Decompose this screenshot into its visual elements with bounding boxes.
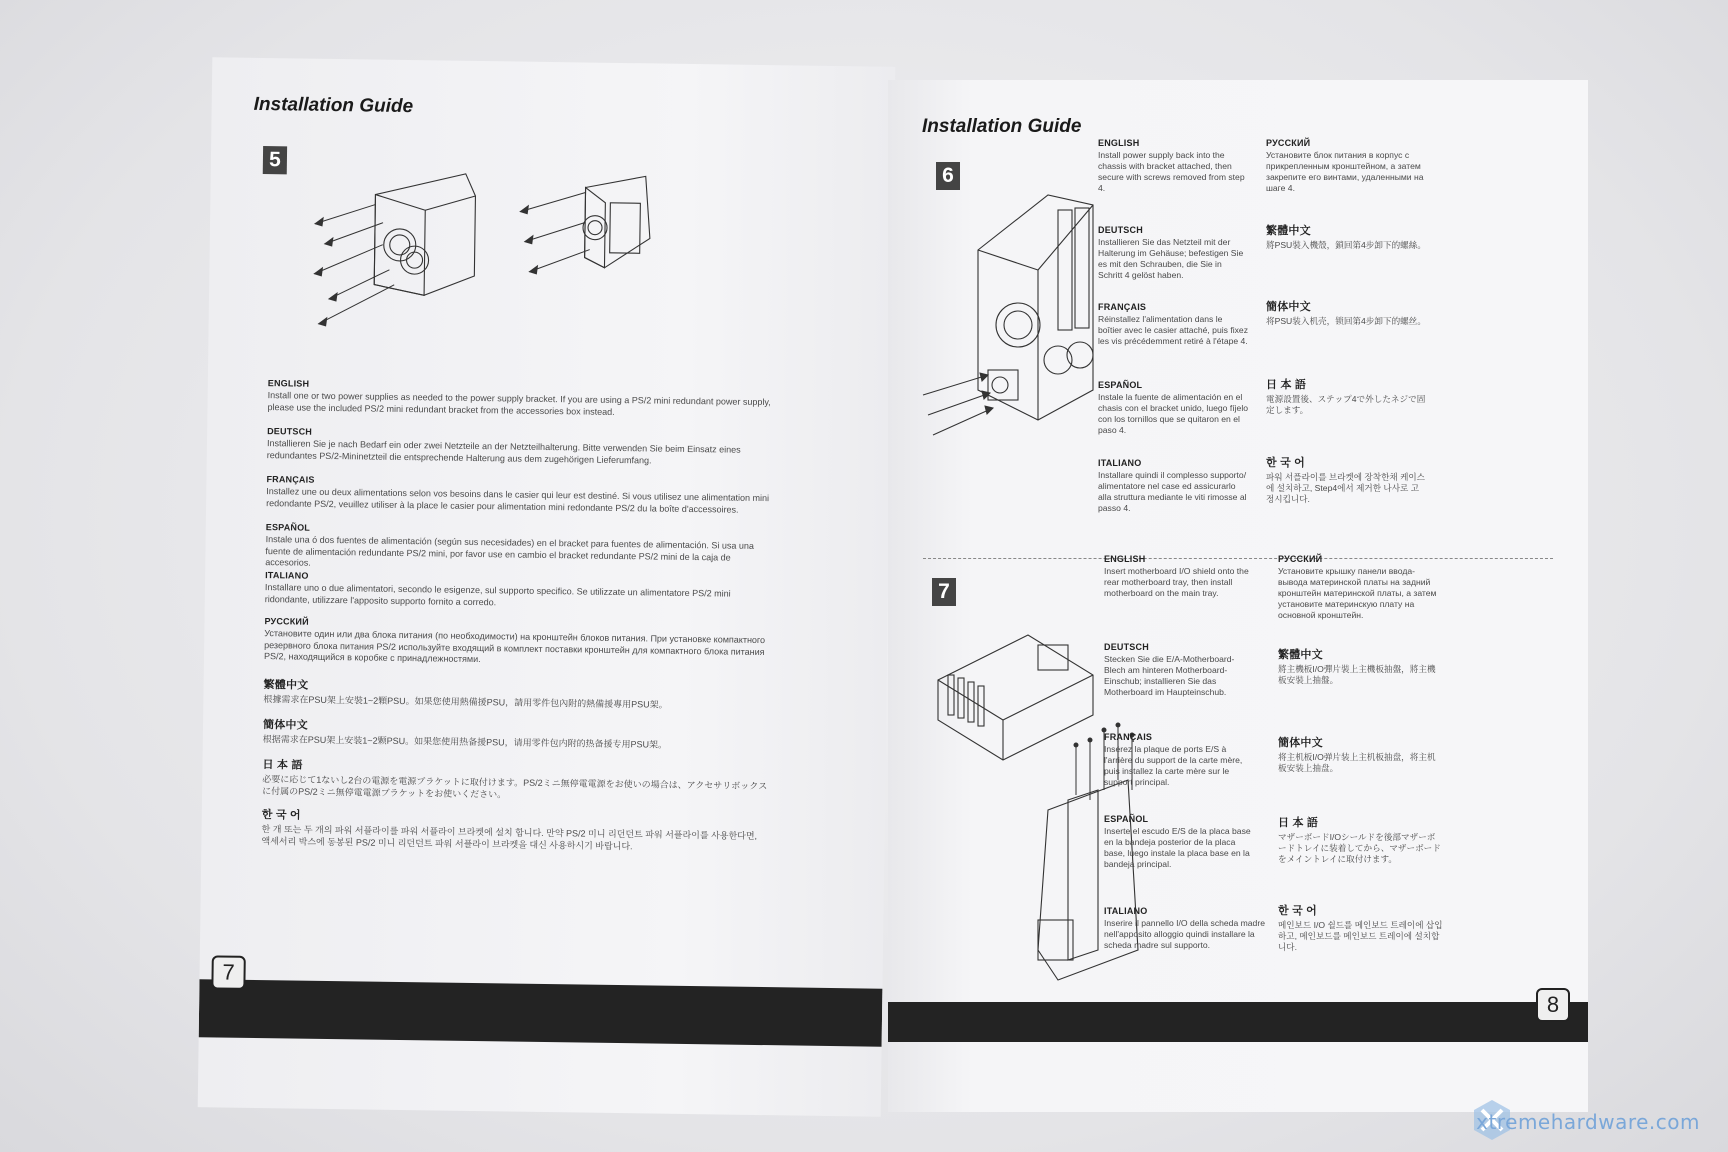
lang-section-russian: РУССКИЙ Установите один или два блока питания (по необходимости) на кронштейн блоков питания. При установке компактного резервного блока питания PS/2 используйте входящий в комплект поставки кронштейн для компактного блока питания PS/2, находящийся в коробке с принадлежностями. (263, 616, 766, 665)
step7-lang-traditional-chinese: 繁體中文 將主機板I/O彈片裝上主機板抽盤，將主機板安裝上抽盤。 (1278, 649, 1436, 685)
step-badge: 5 (263, 146, 287, 174)
lang-section-francais: FRANÇAIS Installez une ou deux alimentations selon vos besoins dans le casier qui leur est destiné. Si vous utilisez une alimentation mini redondante PS/2, veuillez utiliser à la place le casier pour alimentation mini redondante PS/2 du la boîte d'accessoires. (266, 474, 770, 515)
step7-lang-simplified-chinese: 簡体中文 将主机板I/O弹片装上主机板抽盘，将主机板安装上抽盘。 (1278, 737, 1436, 773)
page-number: 7 (211, 955, 245, 989)
lang-section-espanol: ESPAÑOL Instale una ó dos fuentes de alimentación (según sus necesidades) en el bracket para fuentes de alimentación. Si usa una fuente de alimentación redundante PS/2 mini, por favor use en cambio el bracket redundante PS/2 mini de la caja de accesorios. (265, 522, 754, 568)
lang-section-korean: 한 국 어 한 개 또는 두 개의 파워 서플라이를 파워 서플라이 브라켓에 설치 합니다. 만약 PS/2 미니 리던던트 파워 서플라이를 사용한다면, 액세서리 박스에 동봉된 PS/2 미니 리던던트 파워 서플라이 브라켓을 대신 사용하시기 바랍니다. (261, 809, 758, 851)
step7-lang-italiano: ITALIANO Inserire il pannello I/O della scheda madre nell'apposito alloggio quindi installare la scheda madre sul supporto. (1104, 906, 1265, 950)
step6-lang-korean: 한 국 어 파워 서플라이를 브라켓에 장착한채 케이스에 설치하고, Step4에서 제거한 나사로 고정시킵니다. (1266, 457, 1425, 504)
step6-lang-espanol: ESPAÑOL Instale la fuente de alimentación en el chasis con el bracket unido, luego fíjelo con los tornillos que se quitaron en el paso 4. (1098, 380, 1249, 435)
step6-lang-italiano: ITALIANO Installare quindi il complesso supporto/ alimentatore nel case ed assicurarlo alla struttura mediante le viti rimosse al passo 4. (1098, 458, 1247, 513)
watermark-text: xtremehardware.com (1476, 1110, 1700, 1134)
chassis-psu-illustration (918, 190, 1108, 440)
step6-lang-traditional-chinese: 繁體中文 將PSU裝入機殼，鎖回第4步卸下的螺絲。 (1266, 225, 1426, 250)
page-title: Installation Guide (922, 116, 1082, 137)
footer-band (888, 1002, 1588, 1042)
lang-section-traditional-chinese: 繁體中文 根據需求在PSU架上安裝1~2顆PSU。如果您使用熱備援PSU，請用零件包內附的熱備援專用PSU架。 (263, 679, 668, 710)
footer-band (199, 979, 883, 1047)
step7-lang-espanol: ESPAÑOL Inserte el escudo E/S de la placa base en la bandeja posterior de la placa base, luego instale la placa base en la bandeja principal. (1104, 814, 1251, 869)
lang-section-japanese: 日 本 語 必要に応じて1ないし2台の電源を電源ブラケットに取付けます。PS/2ミニ無停電電源をお使いの場合は、アクセサリボックスに付属のPS/2ミニ無停電電源ブラケットをお使いください。 (262, 759, 768, 799)
lang-section-simplified-chinese: 簡体中文 根据需求在PSU架上安装1~2颗PSU。如果您使用热备援PSU，请用零件包内附的热备援专用PSU架。 (262, 719, 668, 750)
left-page (198, 57, 896, 1116)
step7-lang-francais: FRANÇAIS Insérez la plaque de ports E/S à l'arrière du support de la carte mère, puis installez la carte mère sur le support principal. (1104, 732, 1243, 787)
step7-lang-english: ENGLISH Insert motherboard I/O shield onto the rear motherboard tray, then install motherboard on the main tray. (1104, 554, 1249, 598)
psu-bracket-illustration (303, 164, 666, 359)
step6-lang-deutsch: DEUTSCH Installieren Sie das Netzteil mit der Halterung im Gehäuse; befestigen Sie es mit den Schrauben, die Sie in Schritt 4 gelöst haben. (1098, 225, 1244, 280)
lang-section-english: ENGLISH Install one or two power supplies as needed to the power supply bracket. If you are using a PS/2 mini redundant power supply, please use the included PS/2 mini redundant bracket from the accessories box instead. (267, 378, 771, 417)
step7-lang-russian: РУССКИЙ Установите крышку панели ввода-вывода материнской платы на задний кронштейн материнской платы, а затем установите материнскую плату на основной кронштейн. (1278, 554, 1437, 620)
right-page (888, 80, 1588, 1112)
step7-lang-korean: 한 국 어 메인보드 I/O 쉴드를 메인보드 트레이에 삽입하고, 메인보드를 메인보드 트레이에 설치합니다. (1278, 905, 1443, 952)
step-badge: 6 (936, 162, 960, 190)
step6-lang-simplified-chinese: 簡体中文 将PSU装入机壳，锁回第4步卸下的螺丝。 (1266, 301, 1426, 326)
step6-lang-japanese: 日 本 語 電源設置後、ステップ4で外したネジで固定します。 (1266, 379, 1426, 415)
page-number: 8 (1536, 988, 1570, 1022)
step6-lang-english: ENGLISH Install power supply back into the chassis with bracket attached, then secure with screws removed from step 4. (1098, 138, 1245, 193)
lang-section-deutsch: DEUTSCH Installieren Sie je nach Bedarf ein oder zwei Netzteile an der Netzteilhalterung. Bitte verwenden Sie beim Einsatz eines redundantes PS/2-Mininetzteil die entsprechende Halterung aus dem zugehörigen Lieferumfang. (266, 426, 741, 465)
step6-lang-francais: FRANÇAIS Réinstallez l'alimentation dans le boîtier avec le casier attaché, puis fixez les vis précédemment retiré à l'étape 4. (1098, 302, 1248, 346)
page-title: Installation Guide (253, 93, 414, 118)
step6-lang-russian: РУССКИЙ Установите блок питания в корпус с прикрепленным кронштейном, а затем закрепите его винтами, удаленными на шаге 4. (1266, 138, 1424, 193)
step-badge: 7 (932, 578, 956, 606)
lang-section-italiano: ITALIANO Installare uno o due alimentatori, secondo le esigenze, sul supporto specifico. Se utilizzate un alimentatore PS/2 mini ridondante, utilizzare l'apposito supporto fornito a corredo. (264, 570, 731, 607)
step7-lang-deutsch: DEUTSCH Stecken Sie die E/A-Motherboard-Blech am hinteren Motherboard-Einschub; installieren Sie das Motherboard im Haupteinschub. (1104, 642, 1235, 697)
step7-lang-japanese: 日 本 語 マザーボードI/Oシールドを後部マザーボードトレイに装着してから、マザーボードをメイントレイに取付けます。 (1278, 817, 1441, 864)
